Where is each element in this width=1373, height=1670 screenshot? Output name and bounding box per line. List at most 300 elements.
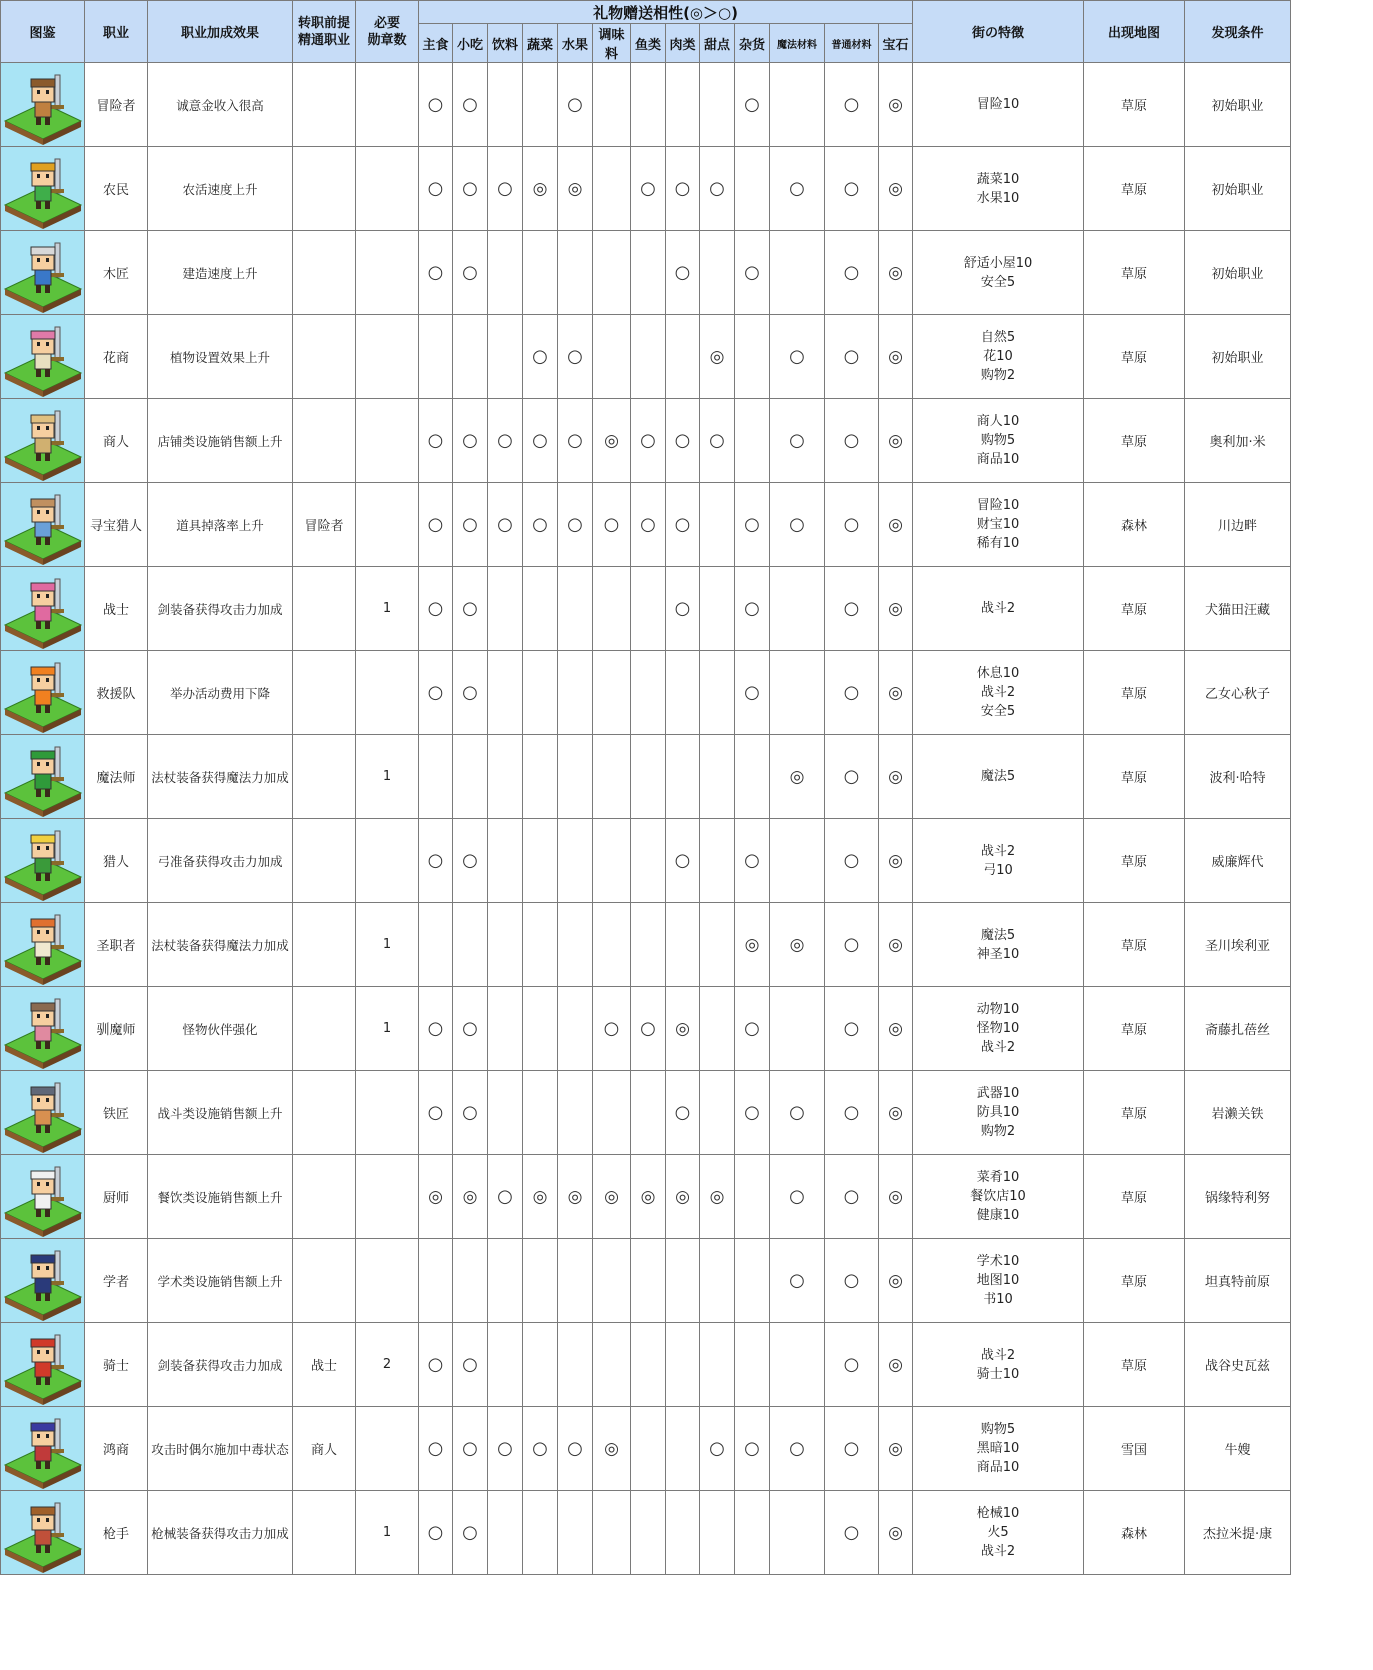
street-feature-item: 舒适小屋10: [963, 255, 1033, 271]
gift-affinity-cell: [453, 315, 488, 399]
job-bonus: 建造速度上升: [148, 231, 293, 315]
gift-affinity-cell: [558, 1155, 593, 1239]
gift-affinity-cell: [419, 819, 453, 903]
gift-affinity-cell: [593, 483, 631, 567]
gift-affinity-cell: [700, 315, 735, 399]
double-circle-mark: ◎: [640, 1186, 656, 1207]
gift-affinity-cell: [558, 1323, 593, 1407]
circle-mark: ○: [462, 1353, 478, 1375]
gift-affinity-cell: [419, 147, 453, 231]
double-circle-mark: ◎: [888, 1018, 903, 1039]
gift-affinity-cell: [825, 63, 879, 147]
gift-affinity-cell: [453, 819, 488, 903]
appear-map: 草原: [1084, 231, 1185, 315]
character-sprite-icon: [3, 1157, 83, 1237]
job-bonus: 植物设置效果上升: [148, 315, 293, 399]
circle-mark: ○: [462, 1017, 478, 1039]
double-circle-mark: ◎: [888, 1438, 903, 1459]
gift-affinity-cell: [770, 567, 825, 651]
street-feature-item: 枪械10: [976, 1506, 1020, 1521]
character-sprite-icon: [3, 821, 83, 901]
job-icon-cell: [1, 1239, 85, 1323]
job-prereq: [293, 315, 356, 399]
job-prereq: [293, 147, 356, 231]
circle-mark: ○: [674, 597, 691, 619]
job-icon-cell: [1, 735, 85, 819]
table-row: [1, 483, 1291, 567]
discover-condition: 斋藤扎蓓丝: [1185, 987, 1291, 1071]
table-body: [1, 63, 1291, 1575]
gift-affinity-cell: [735, 1155, 770, 1239]
street-feature-item: 财宝10: [976, 517, 1020, 532]
circle-mark: ○: [532, 429, 548, 451]
job-bonus: 剑装备获得攻击力加成: [148, 1323, 293, 1407]
header-gift-col: 肉类: [666, 24, 700, 63]
job-name: 骑士: [85, 1323, 148, 1407]
job-name: 商人: [85, 399, 148, 483]
job-medal-count: [356, 399, 419, 483]
street-feature-item: 武器10: [976, 1086, 1020, 1101]
gift-affinity-cell: [879, 483, 913, 567]
job-prereq: [293, 567, 356, 651]
job-bonus: 店铺类设施销售额上升: [148, 399, 293, 483]
discover-condition: 初始职业: [1185, 63, 1291, 147]
gift-affinity-cell: [666, 1071, 700, 1155]
gift-affinity-cell: [666, 63, 700, 147]
double-circle-mark: ◎: [675, 1018, 690, 1039]
discover-condition: 波利·哈特: [1185, 735, 1291, 819]
gift-affinity-cell: [523, 147, 558, 231]
job-name: 战士: [85, 567, 148, 651]
circle-mark: ○: [497, 513, 513, 535]
gift-affinity-cell: [593, 1491, 631, 1575]
job-icon-cell: [1, 819, 85, 903]
job-bonus: 枪械装备获得攻击力加成: [148, 1491, 293, 1575]
gift-affinity-cell: [879, 651, 913, 735]
job-medal-count: [356, 1071, 419, 1155]
table-row: [1, 1407, 1291, 1491]
header-gift-col: 杂货: [735, 24, 770, 63]
character-sprite-icon: [3, 485, 83, 565]
gift-affinity-cell: [488, 147, 523, 231]
circle-mark: ○: [744, 1437, 760, 1459]
job-prereq: [293, 1491, 356, 1575]
circle-mark: ○: [427, 597, 444, 619]
circle-mark: ○: [744, 597, 760, 619]
gift-affinity-cell: [558, 1407, 593, 1491]
street-feature-item: 黑暗10: [976, 1441, 1020, 1456]
header-gift-col: 水果: [558, 24, 593, 63]
street-features: [913, 399, 1084, 483]
gift-affinity-cell: [879, 315, 913, 399]
appear-map: 森林: [1084, 483, 1185, 567]
gift-affinity-cell: [523, 1239, 558, 1323]
circle-mark: ○: [789, 1101, 805, 1123]
character-sprite-icon: [3, 149, 83, 229]
circle-mark: ○: [843, 1353, 860, 1375]
gift-affinity-cell: [879, 1323, 913, 1407]
gift-affinity-cell: [488, 399, 523, 483]
gift-affinity-cell: [825, 231, 879, 315]
job-bonus: 学术类设施销售额上升: [148, 1239, 293, 1323]
character-sprite-icon: [3, 653, 83, 733]
circle-mark: ○: [843, 849, 860, 871]
gift-affinity-cell: [879, 567, 913, 651]
double-circle-mark: ◎: [462, 1186, 478, 1207]
gift-affinity-cell: [523, 735, 558, 819]
street-feature-item: 弓10: [983, 862, 1013, 878]
gift-affinity-cell: [558, 315, 593, 399]
table-row: [1, 399, 1291, 483]
gift-affinity-cell: [879, 1155, 913, 1239]
gift-affinity-cell: [558, 567, 593, 651]
gift-affinity-cell: [488, 735, 523, 819]
gift-affinity-cell: [770, 1407, 825, 1491]
gift-affinity-cell: [419, 399, 453, 483]
gift-affinity-cell: [735, 903, 770, 987]
header-street: 街の特徴: [913, 1, 1084, 63]
job-medal-count: 1: [356, 987, 419, 1071]
gift-affinity-cell: [419, 63, 453, 147]
gift-affinity-cell: [666, 399, 700, 483]
table-row: [1, 903, 1291, 987]
gift-affinity-cell: [666, 483, 700, 567]
job-name: 农民: [85, 147, 148, 231]
street-feature-item: 休息10: [976, 666, 1020, 681]
gift-affinity-cell: [666, 147, 700, 231]
gift-affinity-cell: [631, 399, 666, 483]
street-feature-item: 书10: [983, 1292, 1013, 1307]
circle-mark: ○: [497, 1185, 513, 1207]
table-row: [1, 1239, 1291, 1323]
circle-mark: ○: [674, 513, 691, 535]
header-icon: 图鉴: [1, 1, 85, 63]
circle-mark: ○: [744, 1017, 760, 1039]
gift-affinity-cell: [593, 1239, 631, 1323]
street-features: [913, 1239, 1084, 1323]
gift-affinity-cell: [879, 399, 913, 483]
circle-mark: ○: [843, 429, 860, 451]
appear-map: 草原: [1084, 1071, 1185, 1155]
street-features: [913, 1323, 1084, 1407]
gift-affinity-cell: [593, 651, 631, 735]
gift-affinity-cell: [825, 315, 879, 399]
circle-mark: ○: [789, 429, 805, 451]
gift-affinity-cell: [488, 1323, 523, 1407]
gift-affinity-cell: [700, 819, 735, 903]
street-features: [913, 903, 1084, 987]
appear-map: 草原: [1084, 567, 1185, 651]
street-feature-item: 战斗2: [980, 1347, 1016, 1363]
character-sprite-icon: [3, 1409, 83, 1489]
street-feature-item: 骑士10: [976, 1366, 1020, 1382]
gift-affinity-cell: [825, 147, 879, 231]
job-bonus: 诚意金收入很高: [148, 63, 293, 147]
job-name: 救援队: [85, 651, 148, 735]
discover-condition: 初始职业: [1185, 147, 1291, 231]
job-bonus: 道具掉落率上升: [148, 483, 293, 567]
gift-affinity-cell: [419, 567, 453, 651]
gift-affinity-cell: [879, 1491, 913, 1575]
gift-affinity-cell: [631, 315, 666, 399]
gift-affinity-cell: [488, 1239, 523, 1323]
gift-affinity-cell: [453, 483, 488, 567]
gift-affinity-cell: [735, 567, 770, 651]
circle-mark: ○: [709, 429, 725, 451]
job-name: 猎人: [85, 819, 148, 903]
circle-mark: ○: [640, 1017, 656, 1039]
street-feature-item: 水果10: [976, 190, 1020, 206]
appear-map: 草原: [1084, 1323, 1185, 1407]
gift-affinity-cell: [558, 987, 593, 1071]
double-circle-mark: ◎: [604, 430, 619, 451]
circle-mark: ○: [709, 177, 725, 199]
job-prereq: [293, 903, 356, 987]
table-row: [1, 147, 1291, 231]
circle-mark: ○: [744, 261, 760, 283]
gift-affinity-cell: [488, 315, 523, 399]
appear-map: 森林: [1084, 1491, 1185, 1575]
gift-affinity-cell: [593, 735, 631, 819]
circle-mark: ○: [603, 513, 620, 535]
circle-mark: ○: [843, 597, 860, 619]
gift-affinity-cell: [666, 231, 700, 315]
discover-condition: 川边畔: [1185, 483, 1291, 567]
discover-condition: 初始职业: [1185, 315, 1291, 399]
gift-affinity-cell: [419, 1491, 453, 1575]
gift-affinity-cell: [631, 987, 666, 1071]
gift-affinity-cell: [770, 1239, 825, 1323]
gift-affinity-cell: [631, 1491, 666, 1575]
circle-mark: ○: [843, 93, 860, 115]
gift-affinity-cell: [558, 231, 593, 315]
gift-affinity-cell: [523, 1071, 558, 1155]
street-feature-item: 防具10: [976, 1105, 1020, 1120]
gift-affinity-cell: [488, 819, 523, 903]
header-map: 出现地图: [1084, 1, 1185, 63]
gift-affinity-cell: [631, 231, 666, 315]
gift-affinity-cell: [631, 1407, 666, 1491]
gift-affinity-cell: [419, 735, 453, 819]
gift-affinity-cell: [488, 483, 523, 567]
double-circle-mark: ◎: [888, 598, 903, 619]
circle-mark: ○: [567, 345, 583, 367]
gift-affinity-cell: [523, 819, 558, 903]
discover-condition: 杰拉米提·康: [1185, 1491, 1291, 1575]
street-feature-item: 购物5: [980, 433, 1016, 448]
gift-affinity-cell: [523, 1491, 558, 1575]
gift-affinity-cell: [631, 147, 666, 231]
gift-affinity-cell: [879, 903, 913, 987]
double-circle-mark: ◎: [888, 766, 903, 787]
gift-affinity-cell: [700, 987, 735, 1071]
job-medal-count: [356, 483, 419, 567]
circle-mark: ○: [567, 513, 583, 535]
gift-affinity-cell: [825, 735, 879, 819]
circle-mark: ○: [843, 1437, 860, 1459]
gift-affinity-cell: [700, 63, 735, 147]
gift-affinity-cell: [558, 483, 593, 567]
gift-affinity-cell: [770, 483, 825, 567]
gift-affinity-cell: [558, 63, 593, 147]
table-row: [1, 651, 1291, 735]
job-prereq: 冒险者: [293, 483, 356, 567]
circle-mark: ○: [462, 177, 478, 199]
circle-mark: ○: [427, 93, 444, 115]
gift-affinity-cell: [523, 63, 558, 147]
appear-map: 草原: [1084, 1155, 1185, 1239]
gift-affinity-cell: [735, 1323, 770, 1407]
gift-affinity-cell: [666, 567, 700, 651]
circle-mark: ○: [843, 1269, 860, 1291]
gift-affinity-cell: [879, 735, 913, 819]
gift-affinity-cell: [735, 399, 770, 483]
double-circle-mark: ◎: [532, 178, 548, 199]
street-feature-item: 战斗2: [980, 1040, 1016, 1055]
gift-affinity-cell: [523, 1323, 558, 1407]
gift-affinity-cell: [453, 1155, 488, 1239]
circle-mark: ○: [462, 597, 478, 619]
street-feature-item: 地图10: [976, 1273, 1020, 1288]
gift-affinity-cell: [593, 1071, 631, 1155]
street-feature-item: 神圣10: [976, 946, 1020, 962]
double-circle-mark: ◎: [888, 1522, 903, 1543]
job-medal-count: [356, 231, 419, 315]
job-name: 冒险者: [85, 63, 148, 147]
circle-mark: ○: [462, 93, 478, 115]
double-circle-mark: ◎: [675, 1186, 690, 1207]
circle-mark: ○: [462, 849, 478, 871]
circle-mark: ○: [843, 345, 860, 367]
circle-mark: ○: [497, 1437, 513, 1459]
gift-affinity-cell: [631, 63, 666, 147]
job-name: 寻宝猎人: [85, 483, 148, 567]
circle-mark: ○: [567, 429, 583, 451]
double-circle-mark: ◎: [789, 766, 805, 787]
street-feature-item: 怪物10: [976, 1021, 1020, 1036]
job-medal-count: [356, 1239, 419, 1323]
circle-mark: ○: [462, 261, 478, 283]
circle-mark: ○: [843, 1017, 860, 1039]
double-circle-mark: ◎: [428, 1186, 443, 1207]
double-circle-mark: ◎: [888, 262, 903, 283]
job-medal-count: [356, 651, 419, 735]
job-prereq: [293, 231, 356, 315]
street-features: [913, 735, 1084, 819]
header-gift-col: 鱼类: [631, 24, 666, 63]
character-sprite-icon: [3, 1241, 83, 1321]
circle-mark: ○: [567, 93, 583, 115]
gift-affinity-cell: [558, 1239, 593, 1323]
gift-affinity-cell: [770, 987, 825, 1071]
circle-mark: ○: [532, 1437, 548, 1459]
gift-affinity-cell: [593, 63, 631, 147]
gift-affinity-cell: [700, 1071, 735, 1155]
gift-affinity-cell: [593, 903, 631, 987]
gift-affinity-cell: [825, 903, 879, 987]
circle-mark: ○: [427, 681, 444, 703]
appear-map: 草原: [1084, 399, 1185, 483]
gift-affinity-cell: [825, 1491, 879, 1575]
gift-affinity-cell: [825, 1071, 879, 1155]
gift-affinity-cell: [593, 147, 631, 231]
street-features: [913, 483, 1084, 567]
street-feature-item: 战斗2: [980, 685, 1016, 700]
gift-affinity-cell: [700, 651, 735, 735]
circle-mark: ○: [427, 513, 444, 535]
gift-affinity-cell: [666, 1239, 700, 1323]
street-feature-item: 冒险10: [976, 97, 1020, 112]
gift-affinity-cell: [879, 231, 913, 315]
job-icon-cell: [1, 63, 85, 147]
gift-affinity-cell: [735, 735, 770, 819]
job-icon-cell: [1, 651, 85, 735]
gift-affinity-cell: [700, 1155, 735, 1239]
circle-mark: ○: [843, 1185, 860, 1207]
street-feature-item: 餐饮店10: [970, 1189, 1026, 1204]
gift-affinity-cell: [770, 735, 825, 819]
job-prereq: 战士: [293, 1323, 356, 1407]
character-sprite-icon: [3, 737, 83, 817]
circle-mark: ○: [462, 681, 478, 703]
header-gift-title: 礼物赠送相性(◎＞○): [419, 1, 913, 24]
table-row: [1, 819, 1291, 903]
discover-condition: 战谷史瓦兹: [1185, 1323, 1291, 1407]
job-bonus: 餐饮类设施销售额上升: [148, 1155, 293, 1239]
appear-map: 草原: [1084, 1239, 1185, 1323]
gift-affinity-cell: [700, 735, 735, 819]
circle-mark: ○: [462, 513, 478, 535]
job-name: 木匠: [85, 231, 148, 315]
job-medal-count: [356, 819, 419, 903]
gift-affinity-cell: [735, 1239, 770, 1323]
job-icon-cell: [1, 147, 85, 231]
gift-affinity-cell: [825, 651, 879, 735]
double-circle-mark: ◎: [888, 94, 903, 115]
header-gift-col: 饮料: [488, 24, 523, 63]
circle-mark: ○: [789, 513, 805, 535]
gift-affinity-cell: [825, 567, 879, 651]
discover-condition: 奥利加·米: [1185, 399, 1291, 483]
job-medal-count: [356, 315, 419, 399]
gift-affinity-cell: [735, 63, 770, 147]
gift-affinity-cell: [558, 399, 593, 483]
discover-condition: 乙女心秋子: [1185, 651, 1291, 735]
gift-affinity-cell: [879, 1239, 913, 1323]
gift-affinity-cell: [453, 651, 488, 735]
job-prereq: [293, 735, 356, 819]
gift-affinity-cell: [666, 903, 700, 987]
discover-condition: 牛嫂: [1185, 1407, 1291, 1491]
table-row: [1, 567, 1291, 651]
gift-affinity-cell: [825, 483, 879, 567]
circle-mark: ○: [462, 1521, 478, 1543]
job-prereq: [293, 1071, 356, 1155]
circle-mark: ○: [567, 1437, 583, 1459]
circle-mark: ○: [532, 513, 548, 535]
job-bonus: 法杖装备获得魔法力加成: [148, 735, 293, 819]
gift-affinity-cell: [453, 1239, 488, 1323]
gift-affinity-cell: [558, 1071, 593, 1155]
circle-mark: ○: [744, 513, 760, 535]
gift-affinity-cell: [735, 651, 770, 735]
job-bonus: 攻击时偶尔施加中毒状态: [148, 1407, 293, 1491]
gift-affinity-cell: [770, 63, 825, 147]
gift-affinity-cell: [453, 735, 488, 819]
gift-affinity-cell: [488, 231, 523, 315]
gift-affinity-cell: [666, 651, 700, 735]
job-prereq: [293, 987, 356, 1071]
